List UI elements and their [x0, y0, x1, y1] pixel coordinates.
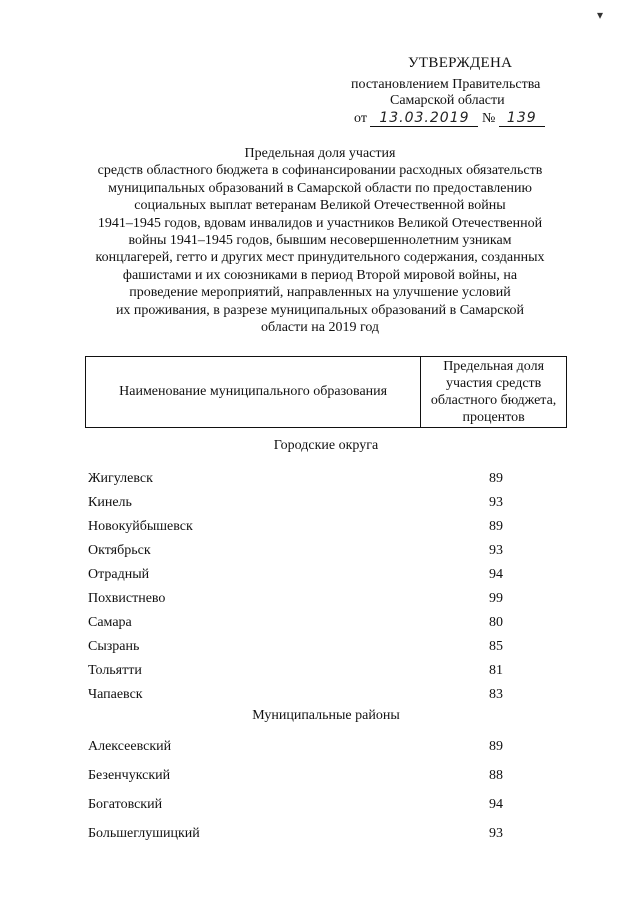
approval-line-1: постановлением Правительства [351, 77, 541, 92]
scan-mark: ▾ [597, 8, 604, 22]
approval-number: 139 [499, 110, 545, 127]
table-row [88, 797, 508, 815]
share-value: 88 [489, 768, 503, 783]
table-row [88, 639, 508, 657]
from-label: от [354, 111, 367, 126]
municipality-name: Похвистнево [88, 591, 166, 606]
document-title-line: социальных выплат ветеранам Великой Отечественной войны [134, 198, 506, 214]
municipality-name: Большеглушицкий [88, 826, 200, 841]
municipality-name: Богатовский [88, 797, 163, 812]
municipality-name: Чапаевск [88, 687, 143, 702]
share-value: 99 [489, 591, 503, 606]
document-title-body [70, 162, 570, 336]
section-title: Муниципальные районы [252, 708, 400, 723]
share-value: 80 [489, 615, 503, 630]
municipality-name: Отрадный [88, 567, 150, 582]
table-row [88, 567, 508, 585]
document-title-line: фашистами и их союзниками в период Второй мировой войны, на [122, 267, 518, 283]
document-title-lead: Предельная доля участия [244, 146, 396, 161]
municipality-name: Кинель [88, 495, 132, 510]
share-value: 85 [489, 639, 503, 654]
table-row [88, 826, 508, 844]
municipality-name: Сызрань [88, 639, 140, 654]
table-row [88, 471, 508, 489]
document-title-line: войны 1941–1945 годов, бывшим несовершеннолетним узникам [128, 233, 512, 249]
share-value: 94 [489, 797, 503, 812]
municipality-name: Новокуйбышевск [88, 519, 193, 534]
table-header [85, 356, 567, 428]
table-row [88, 543, 508, 561]
table-row [88, 768, 508, 786]
column-header-name: Наименование муниципального образования [86, 357, 421, 428]
approval-line-2: Самарской области [390, 93, 505, 108]
document-title-line: проведение мероприятий, направленных на улучшение условий [129, 285, 511, 301]
share-value: 89 [489, 471, 503, 486]
share-value: 94 [489, 567, 503, 582]
column-header-share-line: процентов [462, 410, 525, 425]
share-value: 81 [489, 663, 503, 678]
share-value: 89 [489, 519, 503, 534]
number-label: № [481, 111, 496, 126]
approval-date-line [354, 110, 545, 127]
approval-date: 13.03.2019 [370, 110, 478, 127]
municipality-name: Октябрьск [88, 543, 151, 558]
share-value: 93 [489, 495, 503, 510]
share-value: 93 [489, 543, 503, 558]
document-title-line: средств областного бюджета в софинансировании расходных обязательств [97, 163, 543, 179]
table-row [88, 687, 508, 705]
table-row [88, 591, 508, 609]
document-title-line: муниципальных образований в Самарской области по предоставлению [108, 180, 532, 196]
municipality-name: Тольятти [88, 663, 142, 678]
municipality-name: Самара [88, 615, 132, 630]
column-header-share-line: Предельная доля [443, 359, 545, 374]
share-value: 93 [489, 826, 503, 841]
table-row [88, 519, 508, 537]
table-row [88, 495, 508, 513]
column-header-share-line: участия средств [445, 376, 542, 391]
table-row [88, 615, 508, 633]
document-title-line: области на 2019 год [260, 320, 380, 336]
document-title-line: их проживания, в разрезе муниципальных образований в Самарской [115, 302, 525, 318]
document-title [70, 145, 570, 336]
table-row [88, 739, 508, 757]
column-header-share [421, 357, 567, 428]
share-value: 83 [489, 687, 503, 702]
municipality-name: Жигулевск [88, 471, 153, 486]
table-row [88, 663, 508, 681]
share-value: 89 [489, 739, 503, 754]
document-title-line: 1941–1945 годов, вдовам инвалидов и участников Великой Отечественной [97, 215, 543, 231]
approval-title: УТВЕРЖДЕНА [408, 55, 513, 71]
column-header-share-line: областного бюджета, [430, 393, 557, 408]
municipality-name: Алексеевский [88, 739, 172, 754]
section-title: Городские округа [273, 438, 379, 453]
document-title-line: концлагерей, гетто и других мест принудительного содержания, созданных [95, 250, 545, 266]
municipality-name: Безенчукский [88, 768, 171, 783]
